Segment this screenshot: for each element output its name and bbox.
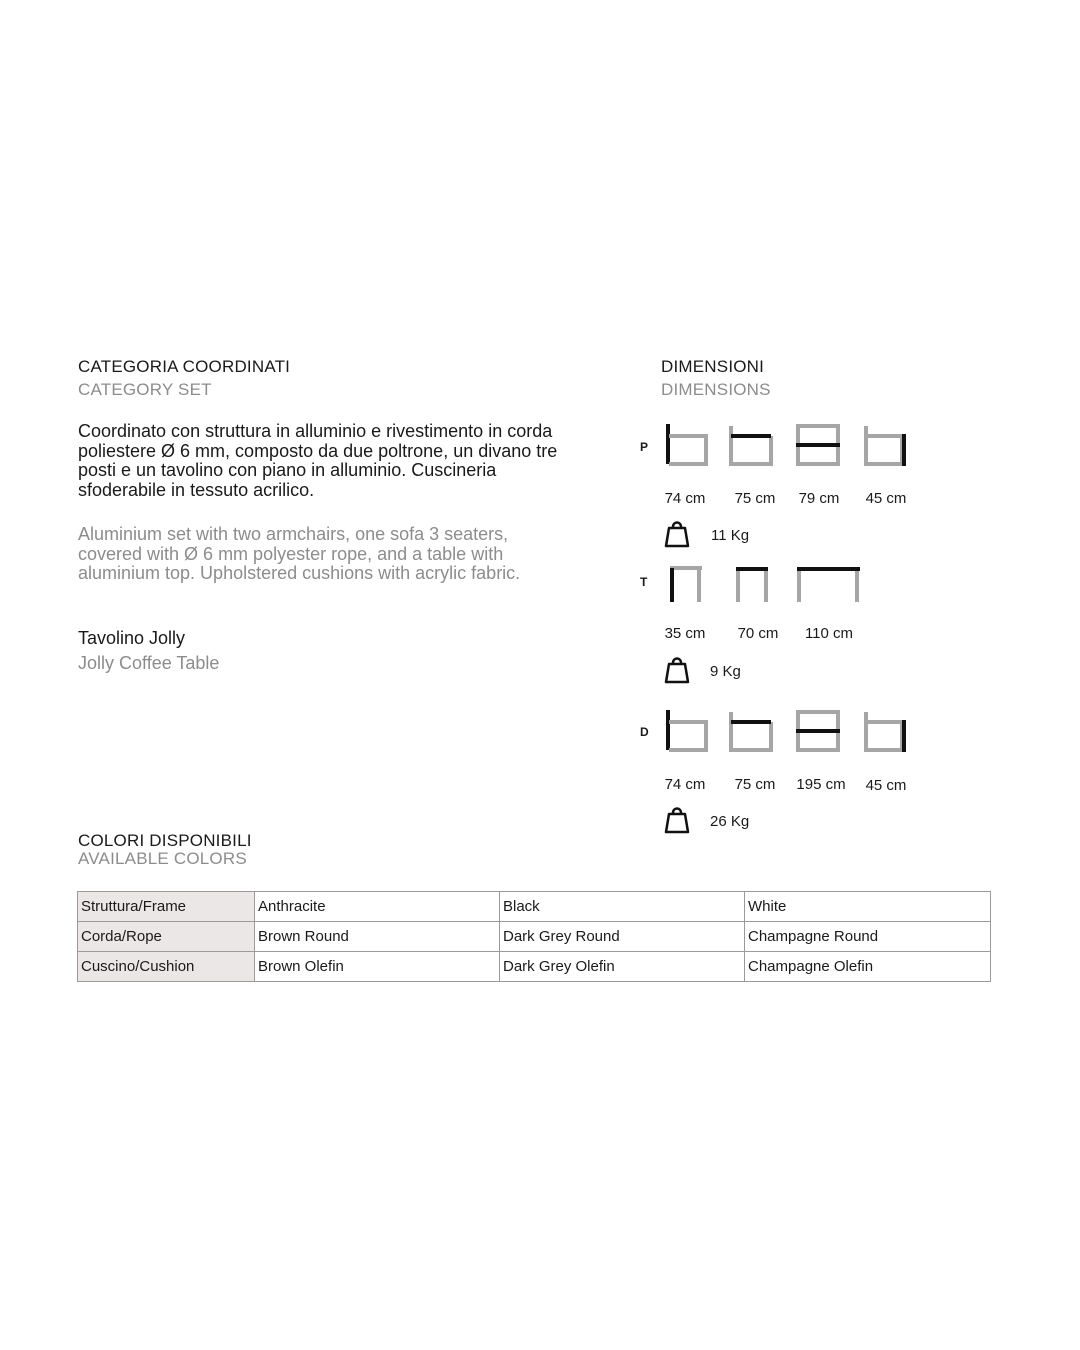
table-cell: Black <box>500 892 745 922</box>
table-cell: Champagne Olefin <box>745 952 991 982</box>
dimension-row-letter-d: D <box>640 725 649 739</box>
table-cell: Champagne Round <box>745 922 991 952</box>
table-row-label: Struttura/Frame <box>78 892 255 922</box>
colors-title-it: COLORI DISPONIBILI <box>78 831 252 850</box>
table-row-label: Corda/Rope <box>78 922 255 952</box>
table-cell: Anthracite <box>255 892 500 922</box>
armchair-seat-height-icon <box>729 424 773 466</box>
table-cell: White <box>745 892 991 922</box>
colors-title-en: AVAILABLE COLORS <box>78 849 247 868</box>
sofa-depth-icon <box>864 710 910 752</box>
dimension-row-letter-p: P <box>640 440 649 454</box>
dimension-measure: 75 cm <box>734 490 776 507</box>
category-title-it: CATEGORIA COORDINATI <box>78 357 291 376</box>
dimension-measure: 45 cm <box>865 490 907 507</box>
armchair-depth-icon <box>864 424 910 466</box>
dimension-measure: 79 cm <box>798 490 840 507</box>
armchair-height-icon <box>664 424 708 466</box>
sofa-width-icon <box>796 710 842 752</box>
dimensions-title-en: DIMENSIONS <box>661 380 771 399</box>
description-en: Aluminium set with two armchairs, one sofa 3 seaters, covered with Ø 6 mm polyester rope, and a table with aluminium top. Upholstered cushions with acrylic fabric. <box>78 524 521 584</box>
dimension-measure: 35 cm <box>664 625 706 642</box>
weight-value: 26 Kg <box>710 813 750 830</box>
colors-table <box>77 891 991 982</box>
table-cell: Brown Round <box>255 922 500 952</box>
armchair-width-icon <box>796 424 842 466</box>
table-cell: Brown Olefin <box>255 952 500 982</box>
table-row <box>78 922 991 952</box>
table-height-icon <box>668 566 704 604</box>
category-title-en: CATEGORY SET <box>78 380 212 399</box>
weight-value: 11 Kg <box>711 527 750 544</box>
product-name-en: Jolly Coffee Table <box>78 653 220 673</box>
weight-icon <box>665 520 689 548</box>
table-width-icon <box>735 566 771 604</box>
table-row <box>78 892 991 922</box>
sofa-height-icon <box>664 710 708 752</box>
table-row <box>78 952 991 982</box>
weight-value: 9 Kg <box>710 663 741 680</box>
dimension-measure: 75 cm <box>734 776 776 793</box>
dimension-measure: 74 cm <box>664 776 706 793</box>
table-row-label: Cuscino/Cushion <box>78 952 255 982</box>
dimension-measure: 195 cm <box>796 776 846 793</box>
table-cell: Dark Grey Round <box>500 922 745 952</box>
description-it: Coordinato con struttura in alluminio e rivestimento in corda poliestere Ø 6 mm, composto da due poltrone, un divano tre posti e un tavolino con piano in alluminio. Cuscineria sfoderabile in tessuto acrilico. <box>78 421 558 500</box>
dimension-measure: 70 cm <box>737 625 779 642</box>
table-cell: Dark Grey Olefin <box>500 952 745 982</box>
weight-icon <box>665 806 689 834</box>
dimension-measure: 45 cm <box>865 777 907 794</box>
table-length-icon <box>796 566 862 604</box>
dimension-measure: 110 cm <box>804 625 854 642</box>
dimension-row-letter-t: T <box>640 575 648 589</box>
dimensions-title-it: DIMENSIONI <box>661 357 765 376</box>
dimension-measure: 74 cm <box>664 490 706 507</box>
weight-icon <box>665 656 689 684</box>
sofa-seat-height-icon <box>729 710 773 752</box>
product-name-it: Tavolino Jolly <box>78 628 186 648</box>
